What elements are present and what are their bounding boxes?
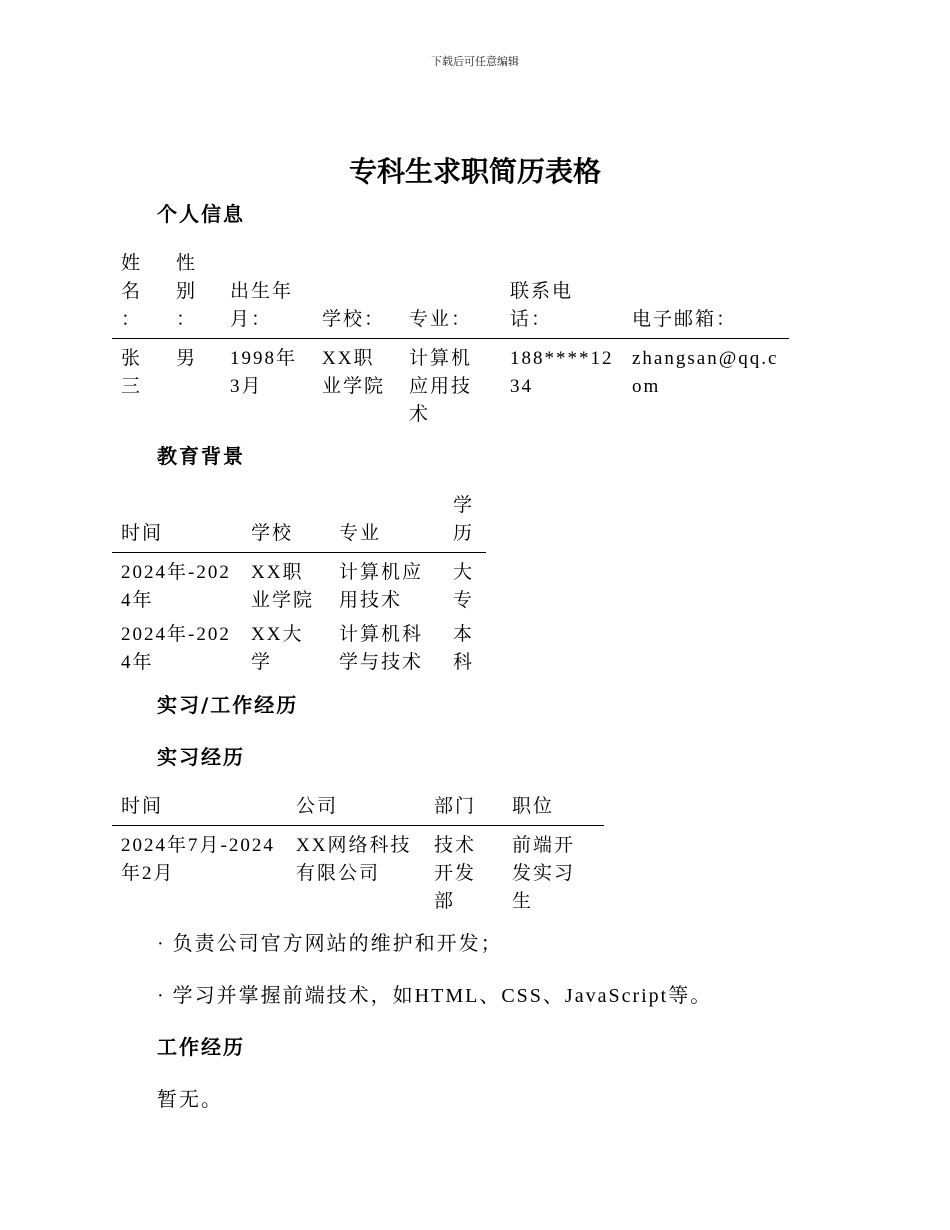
cell-birth: 1998年3月: [230, 348, 298, 397]
column-header-company: 公司: [296, 796, 339, 817]
column-header-major: 专业：: [409, 309, 473, 330]
cell-email: zhangsan@qq.com: [632, 348, 779, 397]
table-header-row: [112, 492, 486, 553]
cell-department: 技术开发部: [434, 835, 477, 912]
table-row: [112, 339, 789, 430]
cell-company: XX网络科技有限公司: [296, 835, 412, 884]
internship-table: [112, 793, 604, 916]
section-heading-work: 工作经历: [157, 1035, 245, 1059]
work-experience-text: 暂无。: [157, 1089, 223, 1111]
cell-school: XX职业学院: [251, 562, 315, 611]
column-header-degree: 学历: [453, 495, 475, 544]
column-header-school: 学校：: [322, 309, 386, 330]
column-header-time: 时间: [121, 796, 164, 817]
internship-bullet-1: · 负责公司官方网站的维护和开发；: [157, 933, 503, 955]
column-header-birth: 出生年月：: [230, 281, 294, 330]
column-header-gender: 性别：: [176, 253, 198, 330]
table-header-row: [112, 250, 789, 339]
column-header-name: 姓名：: [121, 253, 143, 330]
cell-school: XX职业学院: [322, 348, 386, 397]
cell-gender: 男: [176, 348, 198, 369]
column-header-school: 学校: [251, 523, 294, 544]
document-title: 专科生求职简历表格: [348, 155, 601, 188]
education-table: [112, 492, 486, 677]
cell-time: 2024年7月-2024年2月: [121, 835, 275, 884]
cell-time: 2024年-2024年: [121, 562, 231, 611]
column-header-phone: 联系电话：: [510, 281, 574, 330]
cell-major: 计算机应用技术: [409, 348, 473, 425]
cell-degree: 大专: [453, 562, 475, 611]
personal-info-table: [112, 250, 789, 429]
cell-degree: 本科: [453, 624, 475, 673]
cell-school: XX大学: [251, 624, 304, 673]
cell-phone: 188****1234: [510, 348, 614, 397]
cell-major: 计算机应用技术: [339, 562, 424, 611]
internship-bullet-2: · 学习并掌握前端技术，如HTML、CSS、JavaScript等。: [157, 985, 713, 1007]
cell-time: 2024年-2024年: [121, 624, 231, 673]
section-heading-internship: 实习经历: [157, 745, 245, 769]
column-header-position: 职位: [512, 796, 555, 817]
cell-major: 计算机科学与技术: [339, 624, 424, 673]
section-heading-personal: 个人信息: [157, 202, 245, 226]
table-row: [112, 615, 486, 677]
table-row: [112, 553, 486, 616]
table-header-row: [112, 793, 604, 826]
page-header-note: 下载后可任意编辑: [431, 56, 519, 68]
section-heading-education: 教育背景: [157, 444, 245, 468]
column-header-major: 专业: [339, 523, 382, 544]
cell-position: 前端开发实习生: [512, 835, 576, 912]
section-heading-experience: 实习/工作经历: [157, 693, 299, 717]
table-row: [112, 826, 604, 917]
cell-name: 张三: [121, 348, 143, 397]
column-header-department: 部门: [434, 796, 477, 817]
column-header-time: 时间: [121, 523, 164, 544]
column-header-email: 电子邮箱：: [632, 309, 738, 330]
